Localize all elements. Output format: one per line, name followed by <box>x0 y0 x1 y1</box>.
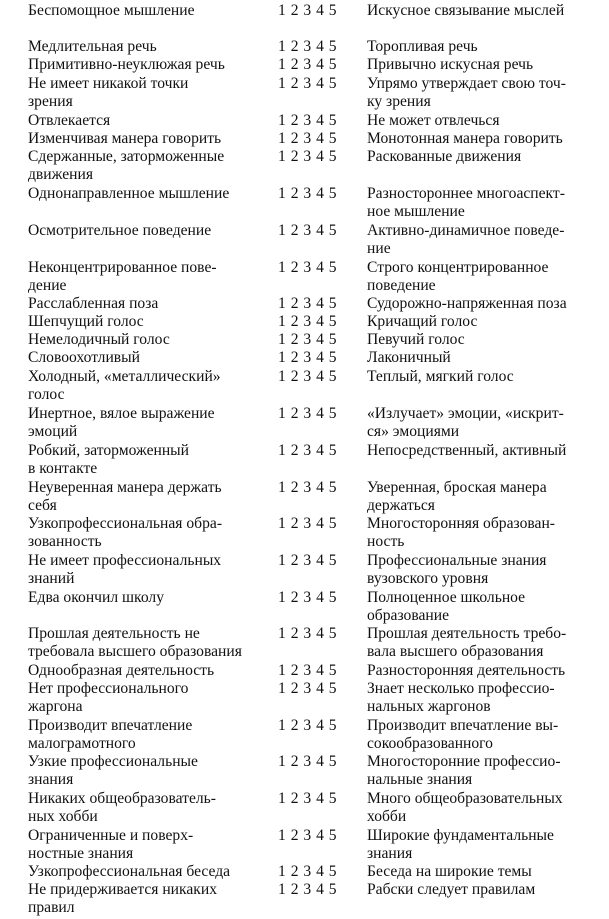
rating-scale-numbers: 1 2 3 4 5 <box>278 405 338 422</box>
right-pole-label: Упрямо утверждает свою точ- ку зрения <box>367 75 566 111</box>
rating-scale-numbers: 1 2 3 4 5 <box>278 331 338 348</box>
left-pole-label: Робкий, заторможенный в контакте <box>28 442 190 478</box>
rating-scale-numbers: 1 2 3 4 5 <box>278 753 338 770</box>
left-pole-label: Инертное, вялое выражение эмоций <box>28 405 215 441</box>
left-pole-label: Не придерживается никаких правил <box>28 881 218 917</box>
left-pole-label: Нет профессионального жаргона <box>28 680 189 716</box>
left-pole-label: Узкие профессиональные знания <box>28 753 198 789</box>
rating-scale-numbers: 1 2 3 4 5 <box>278 479 338 496</box>
left-pole-label: Прошлая деятельность не требовала высшего образования <box>28 625 242 661</box>
right-pole-label: Активно-динамичное поведе- ние <box>367 222 565 258</box>
rating-scale-numbers: 1 2 3 4 5 <box>278 717 338 734</box>
left-pole-label: Шепчущий голос <box>28 313 144 330</box>
left-pole-label: Не имеет никакой точки зрения <box>28 75 189 111</box>
left-pole-label: Производит впечатление малограмотного <box>28 717 193 753</box>
rating-scale-numbers: 1 2 3 4 5 <box>278 56 338 73</box>
left-pole-label: Сдержанные, заторможенные движения <box>28 148 225 184</box>
right-pole-label: Судорожно-напряженная поза <box>367 295 567 312</box>
rating-scale-numbers: 1 2 3 4 5 <box>278 2 338 19</box>
right-pole-label: Разносторонняя деятельность <box>367 662 566 679</box>
right-pole-label: Профессиональные знания вузовского уровня <box>367 552 547 588</box>
right-pole-label: Монотонная манера говорить <box>367 130 563 147</box>
right-pole-label: Беседа на широкие темы <box>367 863 532 880</box>
right-pole-label: Лаконичный <box>367 349 451 366</box>
rating-scale-numbers: 1 2 3 4 5 <box>278 368 338 385</box>
rating-scale-numbers: 1 2 3 4 5 <box>278 75 338 92</box>
left-pole-label: Не имеет профессиональных знаний <box>28 552 222 588</box>
rating-scale-numbers: 1 2 3 4 5 <box>278 662 338 679</box>
left-pole-label: Едва окончил школу <box>28 589 164 606</box>
right-pole-label: Привычно искусная речь <box>367 56 534 73</box>
rating-scale-numbers: 1 2 3 4 5 <box>278 625 338 642</box>
rating-scale-numbers: 1 2 3 4 5 <box>278 38 338 55</box>
right-pole-label: Знает несколько профессио- нальных жаргонов <box>367 680 555 716</box>
rating-scale-numbers: 1 2 3 4 5 <box>278 185 338 202</box>
rating-scale-numbers: 1 2 3 4 5 <box>278 442 338 459</box>
left-pole-label: Медлительная речь <box>28 38 157 55</box>
left-pole-label: Немелодичный голос <box>28 331 170 348</box>
left-pole-label: Отвлекается <box>28 112 111 129</box>
right-pole-label: Широкие фундаментальные знания <box>367 827 554 863</box>
rating-scale-numbers: 1 2 3 4 5 <box>278 112 338 129</box>
right-pole-label: Много общеобразовательных хобби <box>367 790 563 826</box>
rating-scale-numbers: 1 2 3 4 5 <box>278 863 338 880</box>
rating-scale-numbers: 1 2 3 4 5 <box>278 680 338 697</box>
right-pole-label: Строго концентрированное поведение <box>367 259 549 295</box>
rating-scale-numbers: 1 2 3 4 5 <box>278 349 338 366</box>
right-pole-label: Разностороннее многоаспект- ное мышление <box>367 185 565 221</box>
left-pole-label: Беспомощное мышление <box>28 2 195 19</box>
right-pole-label: «Излучает» эмоции, «искрит- ся» эмоциями <box>367 405 564 441</box>
right-pole-label: Искусное связывание мыслей <box>367 2 565 19</box>
right-pole-label: Прошлая деятельность требо- вала высшего образования <box>367 625 567 661</box>
right-pole-label: Уверенная, броская манера держаться <box>367 479 547 515</box>
rating-scale-numbers: 1 2 3 4 5 <box>278 515 338 532</box>
left-pole-label: Однонаправленное мышление <box>28 185 230 202</box>
right-pole-label: Непосредственный, активный <box>367 442 567 459</box>
right-pole-label: Рабски следует правилам <box>367 881 536 898</box>
right-pole-label: Производит впечатление вы- сокообразованного <box>367 717 559 753</box>
right-pole-label: Полноценное школьное образование <box>367 589 526 625</box>
left-pole-label: Никаких общеобразователь- ных хобби <box>28 790 216 826</box>
rating-scale-numbers: 1 2 3 4 5 <box>278 827 338 844</box>
rating-scale-numbers: 1 2 3 4 5 <box>278 589 338 606</box>
rating-scale-numbers: 1 2 3 4 5 <box>278 130 338 147</box>
rating-scale-numbers: 1 2 3 4 5 <box>278 881 338 898</box>
left-pole-label: Узкопрофессиональная обра- зованность <box>28 515 223 551</box>
right-pole-label: Теплый, мягкий голос <box>367 368 514 385</box>
right-pole-label: Певучий голос <box>367 331 465 348</box>
rating-scale-numbers: 1 2 3 4 5 <box>278 222 338 239</box>
left-pole-label: Узкопрофессиональная беседа <box>28 863 231 880</box>
rating-scale-numbers: 1 2 3 4 5 <box>278 790 338 807</box>
rating-scale-numbers: 1 2 3 4 5 <box>278 148 338 165</box>
rating-scale-numbers: 1 2 3 4 5 <box>278 552 338 569</box>
left-pole-label: Холодный, «металлический» голос <box>28 368 221 404</box>
left-pole-label: Примитивно-неуклюжая речь <box>28 56 225 73</box>
rating-scale-numbers: 1 2 3 4 5 <box>278 259 338 276</box>
left-pole-label: Неконцентрированное пове- дение <box>28 259 217 295</box>
right-pole-label: Многосторонние профессио- нальные знания <box>367 753 561 789</box>
rating-scale-numbers: 1 2 3 4 5 <box>278 313 338 330</box>
right-pole-label: Кричащий голос <box>367 313 478 330</box>
right-pole-label: Торопливая речь <box>367 38 478 55</box>
rating-scale-numbers: 1 2 3 4 5 <box>278 295 338 312</box>
left-pole-label: Ограниченные и поверх- ностные знания <box>28 827 194 863</box>
right-pole-label: Раскованные движения <box>367 148 522 165</box>
left-pole-label: Словоохотливый <box>28 349 140 366</box>
left-pole-label: Изменчивая манера говорить <box>28 130 222 147</box>
left-pole-label: Расслабленная поза <box>28 295 159 312</box>
left-pole-label: Осмотрительное поведение <box>28 222 212 239</box>
right-pole-label: Не может отвлечься <box>367 112 500 129</box>
right-pole-label: Многосторонняя образован- ность <box>367 515 555 551</box>
left-pole-label: Однообразная деятельность <box>28 662 215 679</box>
left-pole-label: Неуверенная манера держать себя <box>28 479 222 515</box>
